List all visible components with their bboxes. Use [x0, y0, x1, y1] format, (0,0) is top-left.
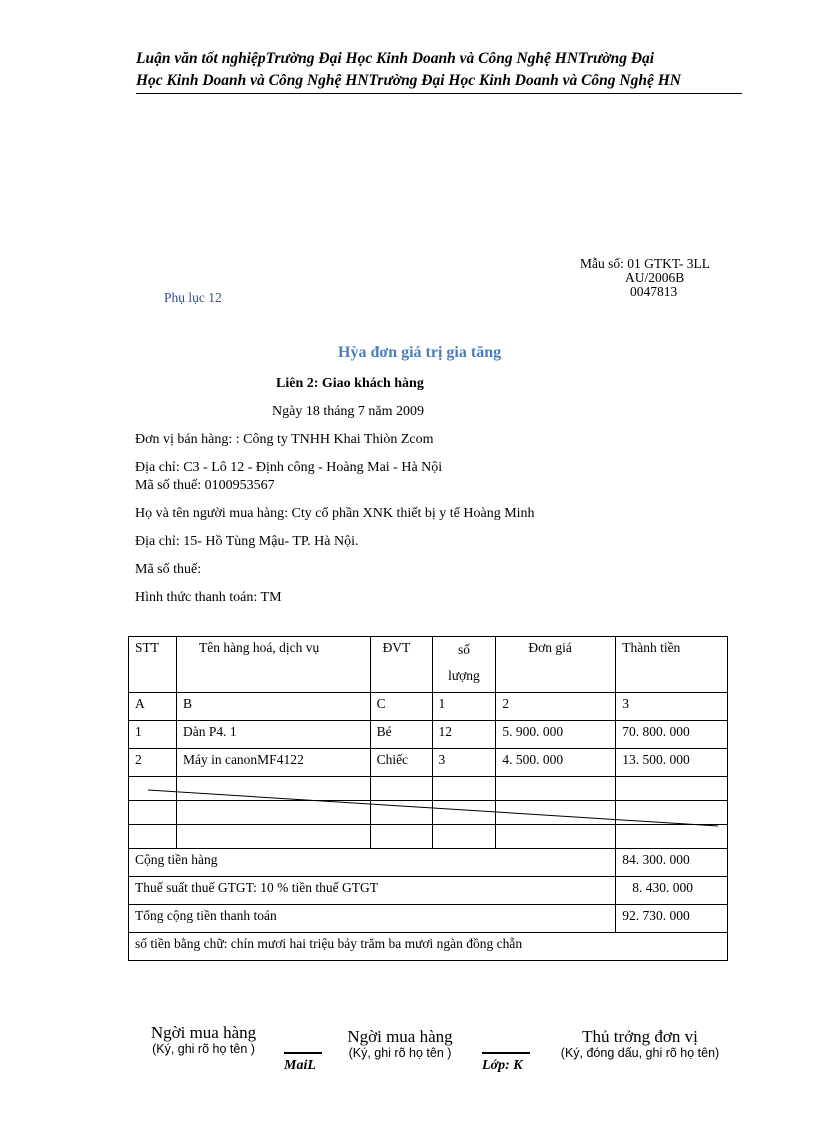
appendix-label: Phụ lục 12	[164, 290, 222, 305]
row-unit: Bé	[370, 721, 432, 749]
invoice-copy: Liên 2: Giao khách hàng	[276, 376, 424, 391]
signature-title: Ngời mua hàng	[150, 1023, 257, 1042]
form-number-block	[580, 257, 710, 299]
signature-note: (Ký, ghi rõ họ tên )	[152, 1042, 255, 1056]
buyer-tax: Mã số thuế:	[135, 562, 202, 577]
seller-address: Địa chỉ: C3 - Lô 12 - Định công - Hoàng Mai - Hà Nội	[135, 460, 443, 475]
header-amount: Thành tiền	[616, 637, 728, 693]
table-code-row	[129, 693, 728, 721]
signature-title: Thủ trởng đơn vị	[582, 1027, 698, 1046]
row-quantity: 3	[432, 749, 496, 777]
header-unit-price: Đơn giá	[496, 637, 616, 693]
form-number: 0047813	[630, 284, 678, 299]
row-stt: 1	[129, 721, 177, 749]
header-line-2: Học Kinh Doanh và Công Nghệ HNTrường Đại Học Kinh Doanh và Công Nghệ HN	[136, 72, 681, 89]
code-cell: C	[370, 693, 432, 721]
row-unit: Chiếc	[370, 749, 432, 777]
code-cell: 3	[616, 693, 728, 721]
vat-value: 8. 430. 000	[616, 877, 728, 905]
row-amount: 70. 800. 000	[616, 721, 728, 749]
row-quantity: 12	[432, 721, 496, 749]
empty-row	[129, 801, 728, 825]
header-stt: STT	[129, 637, 177, 693]
footer-mail: MaiL	[284, 1058, 316, 1073]
signature-note: (Ký, đóng dấu, ghi rõ họ tên)	[560, 1046, 720, 1060]
header-quantity-line2: lượng	[448, 668, 480, 683]
code-cell: 2	[496, 693, 616, 721]
table-row	[129, 749, 728, 777]
code-cell: B	[176, 693, 370, 721]
header-quantity	[432, 637, 496, 693]
signature-note: (Ký, ghi rõ họ tên )	[348, 1046, 452, 1060]
seller-tax: Mã số thuế: 0100953567	[135, 478, 275, 493]
footer-rule	[482, 1052, 530, 1054]
buyer-address: Địa chỉ: 15- Hồ Tùng Mậu- TP. Hà Nội.	[135, 534, 359, 549]
signature-buyer-1	[136, 1024, 271, 1056]
footer-rule	[284, 1052, 322, 1054]
header-quantity-line1: số	[457, 642, 470, 657]
subtotal-row	[129, 849, 728, 877]
signature-buyer-2	[332, 1028, 468, 1060]
invoice-date: Ngày 18 tháng 7 năm 2009	[272, 404, 425, 419]
vat-label: Thuế suất thuế GTGT: 10 % tiền thuế GTGT	[129, 877, 616, 905]
form-code: Mẫu số: 01 GTKT- 3LL	[580, 256, 710, 271]
form-series: AU/2006B	[625, 270, 685, 285]
row-unit-price: 4. 500. 000	[496, 749, 616, 777]
invoice-table	[128, 636, 728, 961]
buyer-name: Họ và tên người mua hàng: Cty cổ phần XNK thiết bị y tế Hoàng Minh	[135, 506, 535, 521]
amount-in-words-row	[129, 933, 728, 961]
signature-title: Ngời mua hàng	[347, 1027, 453, 1046]
row-item: Dàn P4. 1	[176, 721, 370, 749]
header-line-1: Luận văn tốt nghiệpTrường Đại Học Kinh Doanh và Công Nghệ HNTrường Đại	[136, 50, 655, 67]
signature-head	[542, 1028, 738, 1060]
header-item: Tên hàng hoá, dịch vụ	[176, 637, 370, 693]
subtotal-value: 84. 300. 000	[616, 849, 728, 877]
document-header	[136, 48, 742, 94]
empty-row	[129, 825, 728, 849]
subtotal-label: Cộng tiền hàng	[129, 849, 616, 877]
payment-method: Hình thức thanh toán: TM	[135, 590, 282, 605]
table-header-row	[129, 637, 728, 693]
amount-in-words: số tiền bằng chữ: chín mươi hai triệu bảy trăm ba mươi ngàn đồng chẵn	[129, 933, 728, 961]
row-amount: 13. 500. 000	[616, 749, 728, 777]
empty-row	[129, 777, 728, 801]
header-unit: ĐVT	[370, 637, 432, 693]
row-unit-price: 5. 900. 000	[496, 721, 616, 749]
total-value: 92. 730. 000	[616, 905, 728, 933]
code-cell: 1	[432, 693, 496, 721]
code-cell: A	[129, 693, 177, 721]
row-item: Máy in canonMF4122	[176, 749, 370, 777]
vat-row	[129, 877, 728, 905]
total-row	[129, 905, 728, 933]
footer-class: Lớp: K	[482, 1058, 523, 1073]
table-row	[129, 721, 728, 749]
row-stt: 2	[129, 749, 177, 777]
seller-name: Đơn vị bán hàng: : Công ty TNHH Khai Thiòn Zcom	[135, 432, 434, 447]
invoice-title: Hỳa đơn giá trị gia tăng	[338, 344, 502, 361]
total-label: Tổng cộng tiền thanh toán	[129, 905, 616, 933]
